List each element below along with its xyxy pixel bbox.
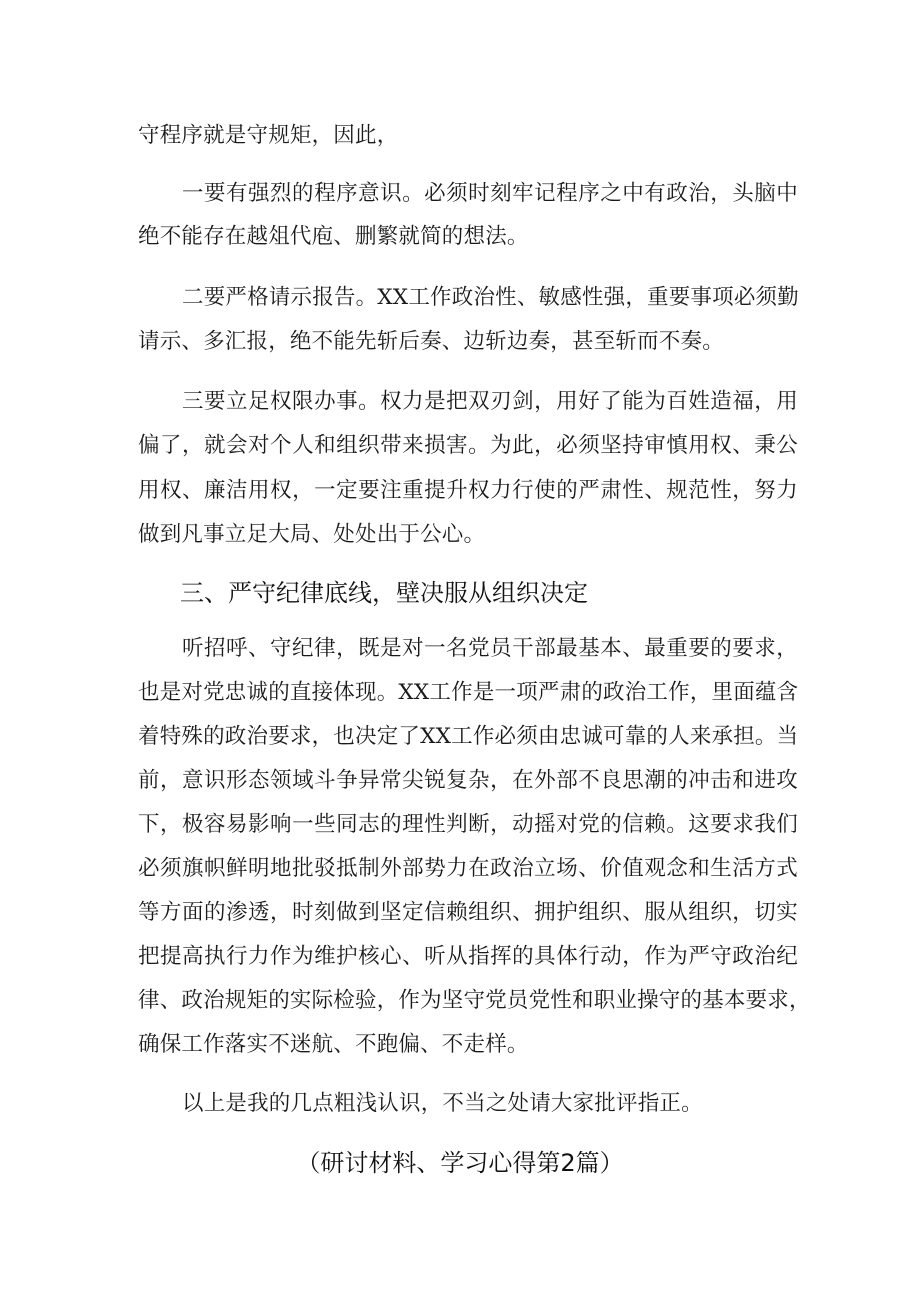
paragraph-4-line-2: 也是对党忠诚的直接体现。XX工作是一项严肃的政治工作，里面蕴含: [138, 680, 799, 705]
article-subtitle: （研讨材料、学习心得第2篇）: [296, 1149, 624, 1177]
paragraph-4-line-3: 着特殊的政治要求，也决定了XX工作必须由忠诚可靠的人来承担。当: [138, 724, 799, 749]
paragraph-4-line-1: 听招呼、守纪律，既是对一名党员干部最基本、最重要的要求，: [182, 636, 798, 661]
paragraph-5-line-1: 以上是我的几点粗浅认识，不当之处请大家批评指正。: [182, 1091, 703, 1116]
paragraph-4-line-9: 律、政治规矩的实际检验，作为坚守党员党性和职业操守的基本要求，: [138, 988, 811, 1013]
paragraph-0-line-1: 守程序就是守规矩，因此，: [138, 123, 399, 148]
paragraph-2-line-1: 二要严格请示报告。XX工作政治性、敏感性强，重要事项必须勤: [182, 285, 799, 310]
paragraph-3-line-2: 偏了，就会对个人和组织带来损害。为此，必须坚持审慎用权、秉公: [138, 433, 798, 458]
paragraph-3-line-3: 用权、廉洁用权，一定要注重提升权力行使的严肃性、规范性，努力: [138, 478, 798, 503]
paragraph-2-line-2: 请示、多汇报，绝不能先斩后奏、边斩边奏，甚至斩而不奏。: [138, 329, 724, 354]
paragraph-4-line-10: 确保工作落实不迷航、不跑偏、不走样。: [138, 1032, 529, 1057]
paragraph-4-line-5: 下，极容易影响一些同志的理性判断，动摇对党的信赖。这要求我们: [138, 812, 798, 837]
paragraph-1-line-1: 一要有强烈的程序意识。必须时刻牢记程序之中有政治，头脑中: [182, 181, 798, 206]
paragraph-3-line-1: 三要立足权限办事。权力是把双刃剑，用好了能为百姓造福，用: [182, 389, 798, 414]
section-heading: 三、严守纪律底线，壁决服从组织决定: [180, 579, 588, 607]
paragraph-4-line-7: 等方面的渗透，时刻做到坚定信赖组织、拥护组织、服从组织，切实: [138, 900, 798, 925]
paragraph-4-line-4: 前，意识形态领域斗争异常尖锐复杂，在外部不良思潮的冲击和进攻: [138, 768, 798, 793]
paragraph-3-line-4: 做到凡事立足大局、处处出于公心。: [138, 522, 486, 547]
paragraph-1-line-2: 绝不能存在越俎代庖、删繁就简的想法。: [138, 224, 529, 249]
paragraph-4-line-6: 必须旗帜鲜明地批驳抵制外部势力在政治立场、价值观念和生活方式: [138, 856, 798, 881]
paragraph-4-line-8: 把提高执行力作为维护核心、听从指挥的具体行动，作为严守政治纪: [138, 944, 798, 969]
